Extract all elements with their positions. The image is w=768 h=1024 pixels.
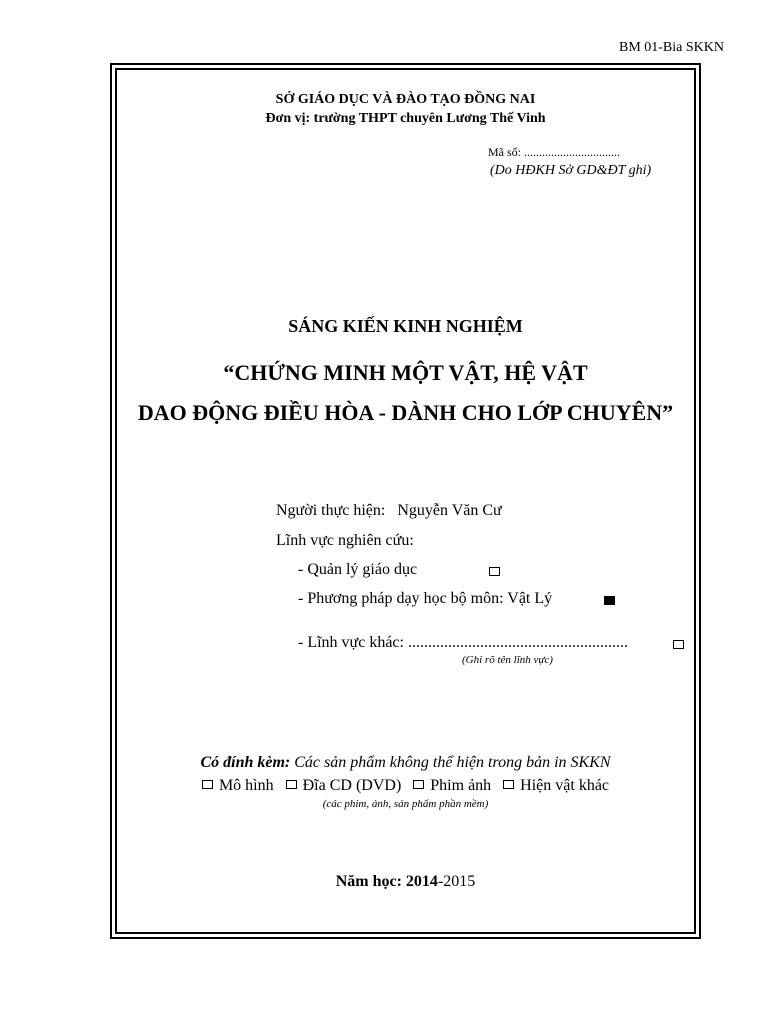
attachments-line bbox=[110, 754, 701, 772]
checkbox-other-artifact[interactable] bbox=[503, 780, 514, 789]
attachments-text: Các sản phẩm không thể hiện trong bản in SKKN bbox=[290, 754, 611, 771]
school-year-value: -2015 bbox=[437, 873, 476, 890]
research-field-heading: Lĩnh vực nghiên cứu: bbox=[276, 532, 414, 549]
checkbox-model[interactable] bbox=[202, 780, 213, 789]
attachments-label: Có đính kèm: bbox=[200, 754, 291, 771]
code-field: Mã số: ................................ bbox=[488, 145, 620, 159]
document-type: SÁNG KIẾN KINH NGHIỆM bbox=[288, 316, 523, 336]
author-line bbox=[276, 502, 502, 520]
attachment-other: Hiện vật khác bbox=[503, 777, 609, 795]
checkbox-other-field[interactable] bbox=[673, 640, 684, 649]
school-year bbox=[110, 873, 701, 891]
checkbox-film[interactable] bbox=[413, 780, 424, 789]
attachment-model: Mô hình bbox=[202, 777, 274, 795]
checkbox-teaching-method[interactable] bbox=[604, 596, 615, 605]
attachment-options bbox=[110, 777, 701, 795]
attachment-film: Phim ảnh bbox=[413, 777, 491, 795]
author-name: Nguyễn Văn Cư bbox=[397, 502, 502, 519]
field-option-other: - Lĩnh vực khác: ....................................................... bbox=[298, 634, 628, 651]
author-label: Người thực hiện: bbox=[276, 502, 386, 519]
checkbox-education-management[interactable] bbox=[489, 567, 500, 576]
title-line-1: “CHỨNG MINH MỘT VẬT, HỆ VẬT bbox=[223, 360, 588, 385]
checkbox-cd[interactable] bbox=[286, 780, 297, 789]
field-option-education-management: - Quản lý giáo dục bbox=[298, 561, 418, 578]
field-option-teaching-method: - Phương pháp dạy học bộ môn: Vật Lý bbox=[298, 590, 553, 607]
code-note: (Do HĐKH Sở GD&ĐT ghi) bbox=[490, 163, 652, 178]
title-line-2: DAO ĐỘNG ĐIỀU HÒA - DÀNH CHO LỚP CHUYÊN” bbox=[137, 400, 674, 425]
attachments-note: (các phim, ảnh, sản phẩm phần mềm) bbox=[322, 798, 489, 810]
other-field-note: (Ghi rõ tên lĩnh vực) bbox=[462, 654, 553, 666]
department-name: SỞ GIÁO DỤC VÀ ĐÀO TẠO ĐỒNG NAI bbox=[275, 92, 536, 107]
attachment-cd: Đĩa CD (DVD) bbox=[286, 777, 402, 795]
form-code: BM 01-Bia SKKN bbox=[618, 40, 724, 55]
school-year-label: Năm học: 2014 bbox=[335, 873, 438, 890]
unit-name: Đơn vị: trường THPT chuyên Lương Thế Vinh bbox=[265, 111, 546, 126]
